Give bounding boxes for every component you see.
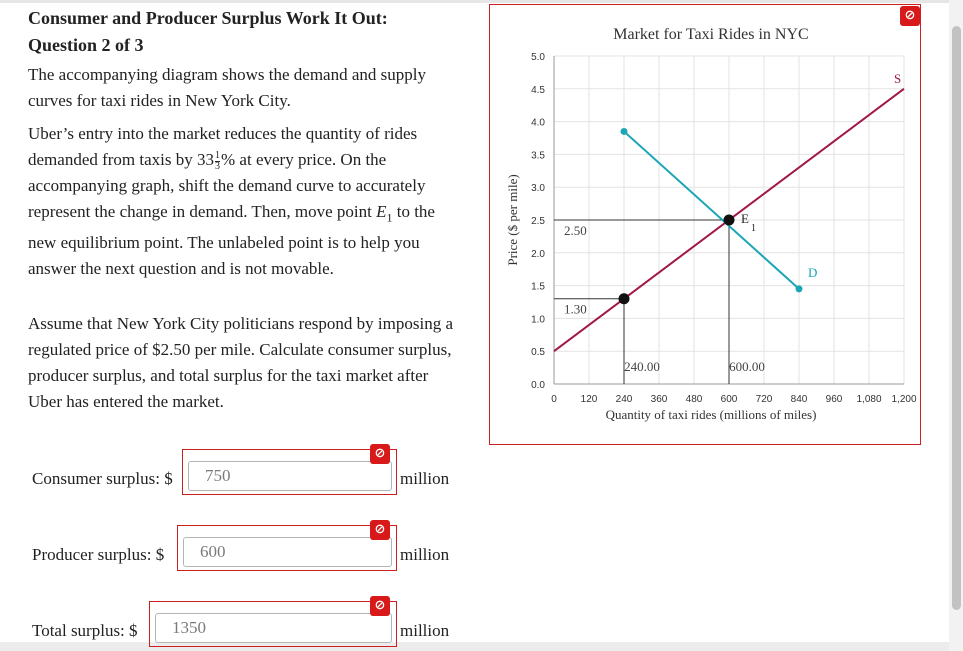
guide-x-label-price-2-50: 600.00 bbox=[729, 359, 765, 374]
chart-title: Market for Taxi Rides in NYC bbox=[613, 26, 809, 43]
guide-y-label-price-2-50: 2.50 bbox=[564, 223, 587, 238]
demand-handle-bottom bbox=[796, 285, 803, 292]
supply-curve-label: S bbox=[894, 70, 902, 86]
guide-y-label-price-1-30: 1.30 bbox=[564, 301, 587, 317]
fraction-numerator: 1 bbox=[215, 149, 221, 161]
point-label-E1: E bbox=[741, 211, 749, 226]
y-axis-title: Price ($ per mile) bbox=[505, 174, 520, 266]
para2-text-a: Uber’s entry into the market reduces the quantity of rides demanded from taxis by 33 bbox=[28, 124, 418, 169]
y-tick-label: 0.5 bbox=[531, 347, 545, 359]
y-tick-label: 3.5 bbox=[531, 150, 545, 162]
fraction-denominator: 3 bbox=[215, 160, 221, 172]
total-surplus-unit: million bbox=[400, 621, 450, 640]
x-tick-label: 120 bbox=[580, 394, 598, 405]
guide-x-label-price-1-30: 240.00 bbox=[624, 359, 660, 374]
y-tick-label: 2.0 bbox=[531, 248, 545, 260]
y-tick-label: 1.5 bbox=[531, 281, 545, 293]
producer-surplus-unit: million bbox=[400, 545, 450, 564]
producer-error-icon: ⊘ bbox=[370, 520, 390, 540]
demand-handle-top bbox=[621, 128, 628, 135]
consumer-surplus-unit: million bbox=[400, 469, 450, 488]
demand-curve-label: D bbox=[808, 264, 818, 280]
x-tick-label: 360 bbox=[650, 394, 668, 405]
question-paragraph-1: The accompanying diagram shows the demand and supply curves for taxi rides in New York City. bbox=[28, 65, 426, 110]
chart-labels bbox=[505, 26, 917, 422]
x-tick-label: 240 bbox=[615, 394, 633, 405]
x-tick-label: 1,080 bbox=[856, 394, 882, 405]
producer-surplus-label: Producer surplus: $ bbox=[32, 545, 165, 564]
x-tick-label: 0 bbox=[551, 394, 557, 405]
y-tick-label: 3.0 bbox=[531, 183, 545, 195]
point-unlabeled bbox=[619, 293, 630, 304]
x-tick-label: 480 bbox=[685, 394, 703, 405]
y-tick-label: 0.0 bbox=[531, 380, 545, 391]
x-tick-label: 720 bbox=[755, 394, 773, 405]
point-E1 bbox=[724, 215, 735, 226]
question-paragraph-3: Assume that New York City politicians respond by imposing a regulated price of $2.50 per mile. Calculate consumer surplus, producer surplus, and total surplus for the taxi market after Uber has entered the market. bbox=[28, 314, 453, 411]
y-tick-label: 5.0 bbox=[531, 52, 545, 63]
x-tick-label: 600 bbox=[720, 394, 738, 405]
x-tick-label: 960 bbox=[825, 394, 843, 405]
total-error-icon: ⊘ bbox=[370, 596, 390, 616]
title-line-1: Consumer and Producer Surplus Work It Out: bbox=[28, 8, 388, 28]
x-axis-title: Quantity of taxi rides (millions of miles) bbox=[605, 407, 817, 422]
x-tick-label: 840 bbox=[790, 394, 808, 405]
y-tick-label: 1.0 bbox=[531, 314, 545, 326]
y-tick-label: 4.0 bbox=[531, 117, 545, 129]
y-tick-label: 4.5 bbox=[531, 84, 545, 96]
graph-error-icon: ⊘ bbox=[900, 6, 920, 26]
consumer-surplus-label: Consumer surplus: $ bbox=[32, 469, 173, 488]
total-surplus-label: Total surplus: $ bbox=[32, 621, 138, 640]
y-tick-label: 2.5 bbox=[531, 216, 545, 227]
point-e-subscript: 1 bbox=[386, 210, 393, 225]
consumer-error-icon: ⊘ bbox=[370, 444, 390, 464]
demand-curve bbox=[624, 131, 799, 288]
point-sub-E1: 1 bbox=[751, 223, 756, 234]
x-tick-label: 1,200 bbox=[891, 394, 917, 405]
title-line-2: Question 2 of 3 bbox=[28, 35, 144, 55]
point-e-label: E bbox=[376, 202, 387, 221]
para2-text-c: to the new equilibrium point. The unlabeled point is to help you answer the next question and is not movable. bbox=[28, 202, 435, 279]
para2-text-b: % at every price. On the accompanying graph, shift the demand curve to accurately represent the change in demand. Then, move point bbox=[28, 150, 426, 221]
